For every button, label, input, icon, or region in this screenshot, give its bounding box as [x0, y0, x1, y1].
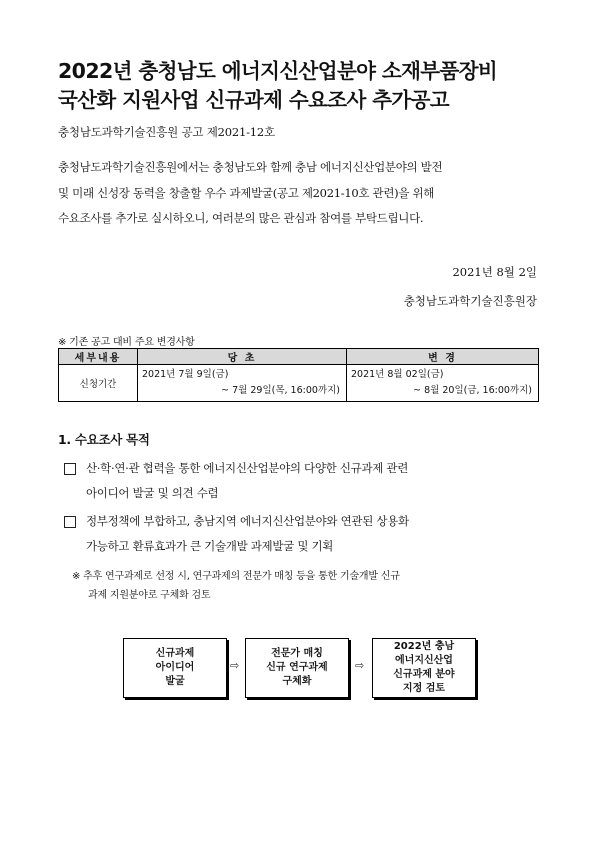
flow-step-3: [372, 638, 476, 698]
flow-step-2: [245, 638, 349, 698]
header-item: 세부내용: [59, 349, 138, 365]
flow-step-3-line: 에너지신산업: [395, 655, 453, 666]
notice-date: 2021년 8월 2일: [452, 265, 537, 279]
flow-step-1: [123, 638, 227, 698]
flow-step-2-line: 구체화: [282, 676, 312, 687]
before-end: ~ 7월 29일(목, 16:00까지): [221, 385, 340, 396]
bullet-1-line-2: 아이디어 발굴 및 의견 수렴: [86, 486, 219, 500]
flow-step-3-line: 2022년 충남: [393, 641, 455, 652]
flow-step-3-line: 신규과제 분야: [393, 669, 455, 680]
bullet-2-line-1: 정부정책에 부합하고, 충남지역 에너지신산업분야와 연관된 상용화: [86, 514, 409, 528]
process-flow: [0, 636, 595, 706]
changes-heading: ※ 기존 공고 대비 주요 변경사항: [58, 337, 195, 348]
section-heading: 1. 수요조사 목적: [58, 432, 150, 447]
intro-line-2: 및 미래 신성장 동력을 창출할 우수 과제발굴(공고 제2021-10호 관련)을 위해: [58, 186, 435, 200]
header-before: 당 초: [138, 349, 347, 365]
arrow-right-icon: ⇨: [355, 659, 365, 672]
notice-signer: 충청남도과학기술진흥원장: [403, 294, 537, 308]
table-row: [59, 365, 539, 402]
changes-table: [58, 348, 539, 402]
document-title-line2: 국산화 지원사업 신규과제 수요조사 추가공고: [58, 88, 450, 112]
flow-step-3-line: 지정 검토: [402, 683, 446, 694]
before-start: 2021년 7월 9일(금): [142, 369, 229, 380]
flow-step-1-line: 발굴: [165, 676, 185, 687]
flow-step-2-line: 전문가 매칭: [271, 648, 323, 659]
header-after: 변 경: [347, 349, 539, 365]
flow-step-2-line: 신규 연구과제: [266, 662, 328, 673]
footnote-line-2: 과제 지원분야로 구체화 검토: [88, 590, 211, 601]
row-after: [347, 365, 539, 402]
bullet-1-line-1: 산·학·연·관 협력을 통한 에너지신산업분야의 다양한 신규과제 관련: [86, 461, 409, 475]
row-item: 신청기간: [59, 365, 138, 402]
notice-number: 충청남도과학기술진흥원 공고 제2021-12호: [58, 125, 275, 139]
document-title-line1: 2022년 충청남도 에너지신산업분야 소재부품장비: [58, 59, 498, 83]
checkbox-square-icon: [64, 516, 76, 528]
footnote-line-1: ※ 추후 연구과제로 선정 시, 연구과제의 전문가 매칭 등을 통한 기술개발 신규: [72, 571, 400, 582]
changes-table-header: [59, 349, 539, 365]
arrow-right-icon: ⇨: [230, 659, 240, 672]
after-end: ~ 8월 20일(금, 16:00까지): [413, 385, 532, 396]
after-start: 2021년 8월 02일(금): [351, 369, 444, 380]
checkbox-square-icon: [64, 463, 76, 475]
bullet-2-line-2: 가능하고 환류효과가 큰 기술개발 과제발굴 및 기획: [86, 539, 334, 553]
row-before: [138, 365, 347, 402]
intro-line-1: 충청남도과학기술진흥원에서는 충청남도와 함께 충남 에너지신산업분야의 발전: [58, 160, 443, 174]
intro-line-3: 수요조사를 추가로 실시하오니, 여러분의 많은 관심과 참여를 부탁드립니다.: [58, 211, 424, 225]
flow-step-1-line: 신규과제: [155, 648, 195, 659]
flow-step-1-line: 아이디어: [155, 662, 195, 673]
